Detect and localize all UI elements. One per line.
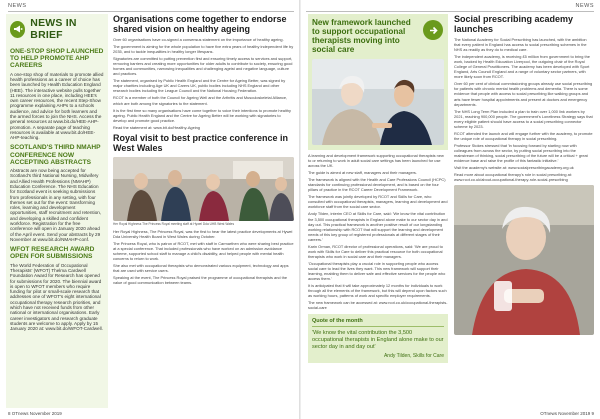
paragraph: The statement, organised by Public Health England and the Centre for Ageing Better, was signed by major charities including Age UK and Carers UK, public bodies including NHS England and other research bodies including the League Council and the National Housing Federation. [113,78,286,94]
article-body-royal-visit [113,229,294,285]
paragraph: A learning and development framework supporting occupational therapists new to or returning to work in adult social care settings has been launched for use across the UK. [308,153,444,169]
quote-text: 'We know the vital contribution the 3,500 occupational therapists in England alone make to our sector day in and day out' [312,330,444,351]
paragraph: It is the first time so many organisations have come together to voice their intentions to promote healthy ageing. Public Health England and the Centre for Ageing Better will be working with signatories to develop and promote good practice. [113,107,291,123]
article-title-framework: New framework launched to support occupational therapists moving into social care [312,18,411,54]
quote-attribution: Andy Tilden, Skills for Care [383,353,444,360]
brief-body: The World Federation of Occupational Therapists' (WFOT) Thelma Cardwell Foundation Award for Research has opened for submissions for 2020. The biennial award is open to WFOT members who require funding for pilot or small-scale research that addresses one of WFOT's eight international occupational therapy research priorities, and which have not received funds from other national or international organisations. Early career investigators and research graduate students are welcome to apply. Apply by 15 January 2020 at: www.bit.do/WFOT-Cardwell. [10,262,103,332]
paragraph: RCOT is a member of both the Council for Ageing Well and the Arthritis and Musculoskeletal Alliance, which are both among the signatories to the statement. [113,95,288,106]
photo-caption: Her Royal Highness The Princess Royal meeting staff at Hywel Dda UHB West Wales [113,221,235,226]
social-prescribing-photo [454,185,594,335]
paragraph: Over 60 organisations have co-signed a consensus statement on the importance of healthy ageing. [113,37,284,42]
left-page [0,0,298,419]
paragraph: The framework was jointly developed by RCOT and Skills for Care, who consulted with occupational therapists, managers, learning and development and workforce staff from the social care sector. [308,194,448,210]
running-header-right: NEWS [575,3,594,9]
paragraph: Read the statement at: www.bit.do/Healthy-Ageing [113,124,200,130]
paragraph: The framework is aligned with the Health and Care Professions Council (HCPC) standards for continuing professional development, and is based on the four pillars of practice in the RCOT Career Development Framework. [308,177,446,193]
paragraph: Read more about occupational therapy's role in social prescribing at: www.rcot.co.uk/about-occupational-therapy-role-social-prescribing [454,172,572,183]
article-title-royal-visit: Royal visit to best practice conference in West Wales [113,132,289,153]
brief-body: Abstracts are now being accepted for Scotland's third National Nursing, Midwifery and Allied Health Professions (NMAHP) Education Conference. The NHS Education for Scotland event is seeking submissions from professionals in any setting, with four themes set out for the event: transforming roles, learning and development opportunities, staff recruitment and retention, and developing a skilled and confident workforce. Registration for the free conference will open in January 2020 ahead of the April event. Send your abstracts by 29 November at www.bit.do/NMAHP-conf. [10,168,102,242]
paragraph: The new framework can be accessed at: www.rcot.co.uk/occupational-therapists-social-care [308,300,448,311]
paragraph: The Princess Royal, who is patron of RCOT, met with staff in Carmarthen who were sharing best practice at a special conference. That included professionals who have worked on an admission avoidance scheme, supported school staff to manage a child's disability, and helped people with mental health concerns to return to work. [113,240,294,261]
news-in-brief-panel [6,14,108,408]
arrow-right-icon [423,20,443,40]
paragraph: The National Academy for Social Prescribing has launched, with the ambition that every patient in England has access to social prescribing schemes in the NHS as readily as they do to medical care. [454,37,587,53]
brief-body: A one-stop shop of materials to promote allied health professions as a career of choice has been launched by Health Education England (HEE). The interactive website pulls together 11 resources in one place, including HEE's own career resources, the recent Step-Show programme explaining AHPs to a schools audience, and advice for both learners and the armed forces to join the NHS. Access the general resources at www.bit.do/HEE-AHP-promotion. A separate page of teaching resources is available at www.bit.do/HEE-AHP-teaching. [10,71,104,141]
paragraph: Andy Tilden, interim CEO at Skills for Care, said: 'We know the vital contribution the 3,500 occupational therapists in England alone make to our sector day in and day out. This practical framework is another positive result of our longstanding working relationship with RCOT that will support the learning and development needs of this key group of registered professionals at different stages of their careers.' [308,211,448,242]
framework-photo [312,59,444,145]
paragraph: Over 60 per cent of clinical commissioning groups already use social prescribing for patients with chronic mental health problems and dementia. There is some evidence that people with access to social prescribing like walking groups and arts have fewer hospital appointments and present at doctors and emergency departments. [454,81,593,107]
paragraph: The independent academy, is receiving £5 million from government to bring the work, backed by Health Education Liverpool, the outgoing chair of the Royal College of General Practitioners. The academy has been developed with Sport England, Arts Council England and a range of voluntary sector partners, with more likely soon from RCOT. [454,54,590,80]
megaphone-icon [10,21,25,38]
quote-of-the-month-box [308,314,448,363]
header-rule [8,11,294,12]
framework-feature-box [308,14,448,150]
brief-headline: ONE-STOP SHOP LAUNCHED TO HELP PROMOTE AHP CAREERS [10,48,104,70]
brief-headline: SCOTLAND'S THIRD NMAHP CONFERENCE NOW ACCEPTING ABSTRACTS [10,144,101,166]
page-footer-right: OTnews November 2019 9 [540,411,594,416]
paragraph: Signatories are committed to putting prevention first and ensuring timely access to services and support, removing barriers and creating more opportunities for older adults to contribute to society, ensuring good homes and communities, narrowing inequalities and challenging ageist and negative language, culture and practices. [113,56,293,77]
paragraph: The guide is aimed at new staff, managers and their managers. [308,170,417,176]
main-column [113,14,294,287]
paragraph: 'Occupational therapists play a crucial role in supporting people who access social care to lead the lives they want. This new framework will support their learning, enabling them to deliver safe and effective services for the people who access them.' [308,260,446,282]
page-spine [299,0,301,419]
quote-label: Quote of the month [312,318,444,327]
page-footer-left: 8 OTnews November 2019 [8,411,62,416]
news-in-brief-title: NEWS IN BRIEF [30,17,77,41]
paragraph: Professor Stokes stressed that 'in focusing forward by starting now with colleagues from across the sector, by putting social prescribing into the mainstream of thinking, social prescribing of the future will be a critical + great evidence base and raise the profile of this fantastic initiative.' [454,142,588,164]
paragraph: Visit the academy's website at: www.socialprescribingacademy.org.uk [454,165,574,171]
paragraph: She also met with occupational therapists who demonstrated various equipment, technology and apps that are used with service users. [113,263,289,274]
framework-column [308,14,448,363]
header-rule [306,11,594,12]
paragraph: It is anticipated that it will take approximately 12 months for individuals to work through all the elements of the framework, but this will depend upon factors such as working hours, patterns of work and specific employer requirements. [308,283,447,299]
paragraph: Speaking at the event, The Princess Royal praised the programme of occupational therapists and the value of good communication between teams. [113,275,288,286]
article-title-healthy-ageing: Organisations come together to endorse shared vision on healthy ageing [113,14,287,34]
paragraph: Her Royal Highness, The Princess Royal, was the first to hear the latest practice developments at Hywel Dda University Health Board in West Wales during October. [113,228,293,239]
paragraph: The NHS Long Term Plan included a plan to train over 1,000 link workers by 2021, reaching 900,000 people. The government's Loneliness Strategy says that every eligible patient should have access to a social prescribing connector scheme by 2023. [454,108,593,129]
news-in-brief-header [6,14,108,44]
royal-visit-photo [113,157,294,221]
article-body-framework [308,153,448,310]
paragraph: RCOT attended the launch and will engage further with the academy, to promote the unique role of occupational therapy in social prescribing. [454,130,593,141]
paragraph: The government is aiming for the whole population to have five extra years of healthy independent life by 2035, and to tackle inequalities in healthy longer lifespans. [113,44,294,55]
social-prescribing-column [454,14,594,335]
article-title-social-prescribing: Social prescribing academy launches [454,14,574,34]
article-body-healthy-ageing [113,37,294,130]
brief-headline: WFOT RESEARCH AWARD OPEN FOR SUBMISSIONS [10,246,95,261]
article-body-social-prescribing [454,37,594,182]
right-page [302,0,600,419]
paragraph: Karin Orman, RCOT director of professional operations, said: 'We are proud to work with Skills for Care to deliver this practical resource for both occupational therapists who work in social care and their managers. [308,243,443,259]
running-header-left: NEWS [8,3,27,9]
